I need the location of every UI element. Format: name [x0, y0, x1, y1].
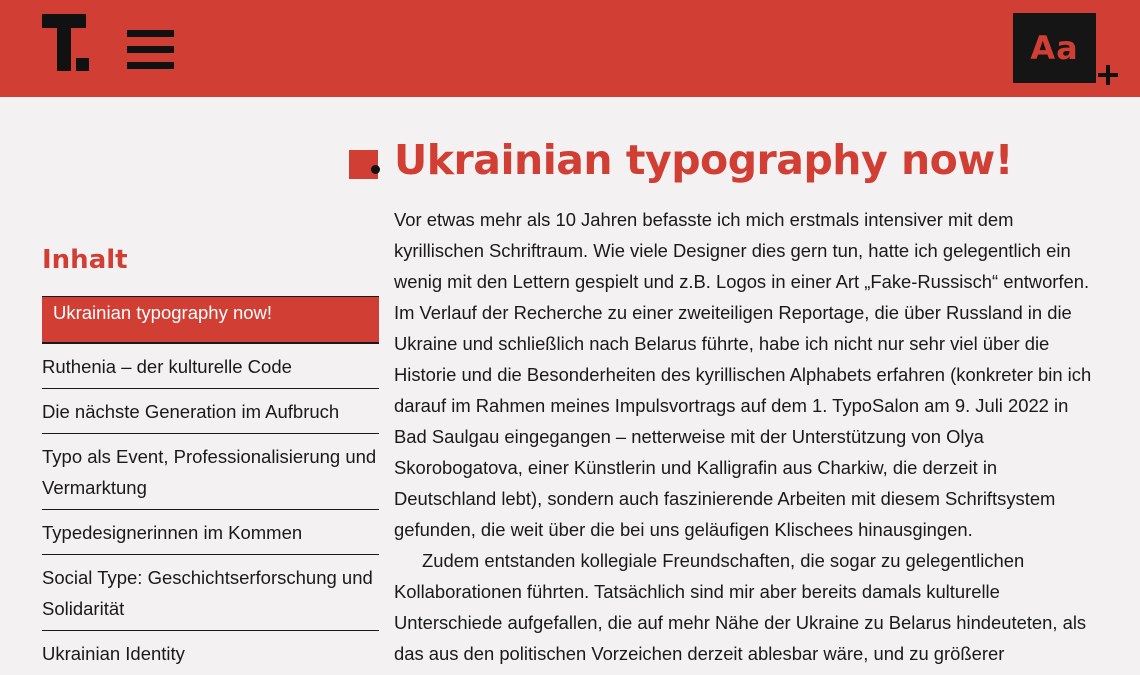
logo-mark-stem [57, 14, 71, 71]
plus-icon[interactable] [1098, 64, 1120, 86]
top-bar [0, 0, 1140, 97]
toc-item-typo-als-event[interactable]: Typo als Event, Professionalisierung und Vermarktung [42, 433, 379, 509]
article-paragraph: Vor etwas mehr als 10 Jahren befasste ich mich erstmals intensiver mit dem kyrillischen Schriftraum. Wie viele Designer dies gern tun, hatte ich gelegentlich ein wenig mit den Lettern gespielt und z.B. Logos in einer Art „Fake-Russisch“ entworfen. Im Verlauf der Recherche zu einer zweiteiligen Reportage, die über Russland in die Ukraine und schließlich nach Belarus führte, habe ich nicht nur sehr viel über die Historie und die Besonderheiten des kyrillischen Alphabets erfahren (konkreter bin ich darauf im Rahmen meines Impulsvortrags auf dem 1. TypoSalon am 9. Juli 2022 in Bad Saulgau eingegangen – netterweise mit der Unterstützung von Olya Skorobogatova, einer Künstlerin und Kalligrafin aus Charkiw, die derzeit in Deutschland lebt), sondern auch faszinierende Arbeiten mit diesem Schriftsystem gefunden, die weit über die bei uns geläufigen Klischees hinausgingen. [394, 209, 1092, 540]
table-of-contents [42, 296, 379, 675]
page-title: Ukrainian typography now! [394, 136, 1013, 184]
toc-item-naechste-generation[interactable]: Die nächste Generation im Aufbruch [42, 388, 379, 433]
toc-item-social-type[interactable]: Social Type: Geschichtserforschung und Solidarität [42, 554, 379, 630]
toc-item-ukrainian-typography-now[interactable]: Ukrainian typography now! [42, 296, 379, 343]
site-logo[interactable] [42, 14, 94, 72]
toc-item-ruthenia[interactable]: Ruthenia – der kulturelle Code [42, 343, 379, 388]
logo-mark-dot [76, 58, 89, 71]
toc-item-typedesignerinnen[interactable]: Typedesignerinnen im Kommen [42, 509, 379, 554]
article-body [394, 204, 1094, 669]
article-paragraph: Zudem entstanden kollegiale Freundschaften, die sogar zu gelegentlichen Kollaborationen führten. Tatsächlich sind mir aber bereits damals kulturelle Unterschiede aufgefallen, die auf mehr Nähe der Ukraine zu Belarus hindeuteten, als das aus den politischen Vorzeichen derzeit ablesbar wäre, und zu größerer [394, 550, 1087, 664]
font-size-button[interactable]: Aa [1013, 13, 1096, 83]
hamburger-menu-icon[interactable] [127, 28, 175, 72]
title-marker-icon [349, 150, 379, 180]
toc-item-ukrainian-identity[interactable]: Ukrainian Identity [42, 630, 379, 675]
toc-heading: Inhalt [42, 245, 128, 275]
